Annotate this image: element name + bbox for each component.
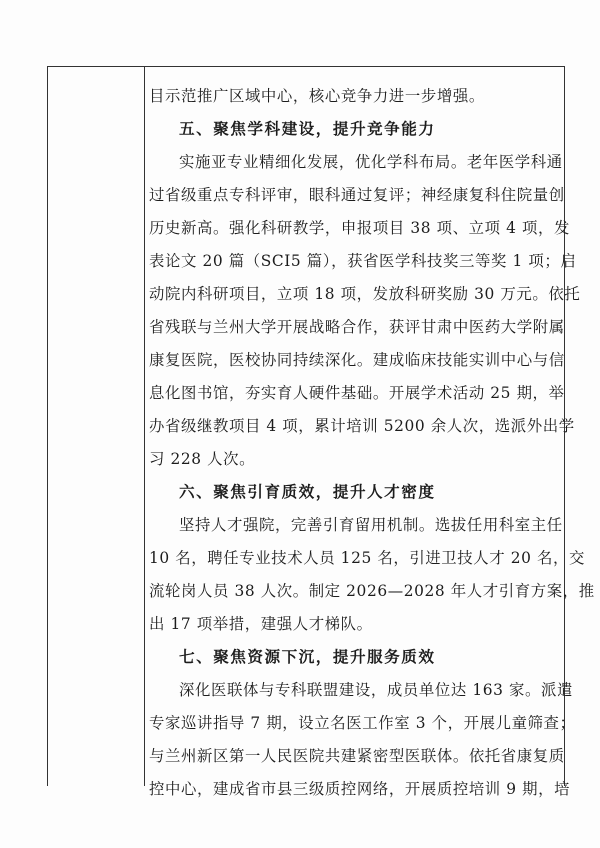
body-line: 专家巡讲指导 7 期，设立名医工作室 3 个，开展儿童筛查；: [149, 714, 576, 732]
body-line: 坚持人才强院，完善引育留用机制。选拔任用科室主任: [179, 516, 563, 534]
body-line: 康复医院，医校协同持续深化。建成临床技能实训中心与信: [149, 351, 565, 369]
body-line: 息化图书馆，夯实育人硬件基础。开展学术活动 25 期，举: [149, 384, 565, 402]
body-line: 历史新高。强化科研教学，申报项目 38 项、立项 4 项，发: [149, 219, 570, 237]
body-line: 控中心，建成省市县三级质控网络，开展质控培训 9 期，培: [149, 780, 571, 798]
body-line: 办省级继教项目 4 项，累计培训 5200 余人次，选派外出学: [149, 417, 575, 435]
body-line: 习 228 人次。: [149, 450, 256, 468]
body-line: 过省级重点专科评审，眼科通过复评；神经康复科住院量创: [149, 186, 565, 204]
body-line: 与兰州新区第一人民医院共建紧密型医联体。依托省康复质: [149, 747, 565, 765]
body-line: 动院内科研项目，立项 18 项，发放科研奖励 30 万元。依托: [149, 285, 581, 303]
section-heading-7: 七、聚焦资源下沉，提升服务质效: [179, 648, 436, 666]
section-heading-5: 五、聚焦学科建设，提升竞争能力: [179, 120, 436, 138]
body-line: 深化医联体与专科联盟建设，成员单位达 163 家。派遣: [179, 681, 573, 699]
column-divider: [144, 66, 145, 786]
body-line: 10 名，聘任专业技术人员 125 名，引进卫技人才 20 名，交: [149, 549, 586, 567]
body-line: 表论文 20 篇（SCI5 篇），获省医学科技奖三等奖 1 项；启: [149, 252, 577, 270]
body-line: 流轮岗人员 38 人次。制定 2026—2028 年人才引育方案，推: [149, 582, 595, 600]
body-line: 实施亚专业精细化发展，优化学科布局。老年医学科通: [179, 153, 563, 171]
body-line: 省残联与兰州大学开展战略合作，获评甘肃中医药大学附属: [149, 318, 565, 336]
body-line: 出 17 项举措，建强人才梯队。: [149, 615, 373, 633]
body-line: 目示范推广区域中心，核心竞争力进一步增强。: [149, 87, 485, 105]
section-heading-6: 六、聚焦引育质效，提升人才密度: [179, 483, 436, 501]
